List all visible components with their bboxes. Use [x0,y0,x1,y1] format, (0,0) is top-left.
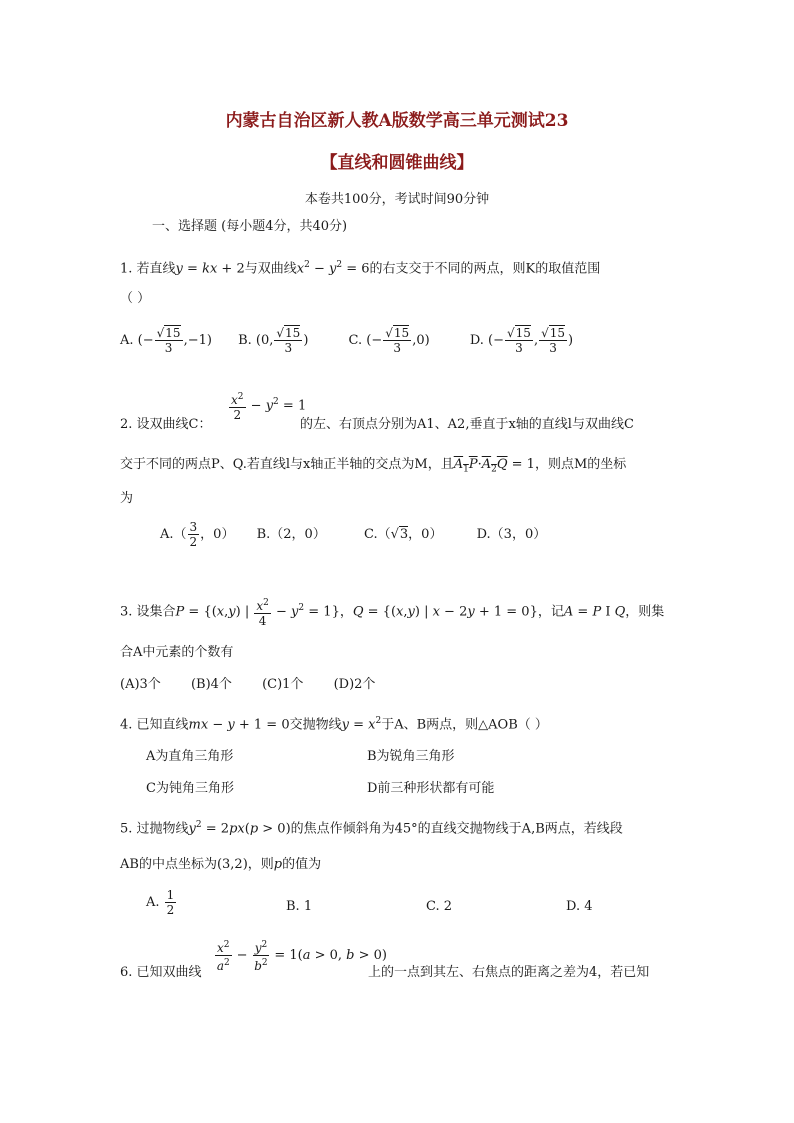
option-c: (C)1个 [262,677,304,692]
option-b: B为锐角三角形 [367,749,455,764]
question-2-options: A.（ $\frac{3}{2}$ ，0） B.（2，0） C.（√3，0） D.（3，0） [160,520,547,549]
option-b: B. [238,333,252,348]
question-1: 1. 若直线y = kx + 2与双曲线$x^2 - y^2 = 6$的右支交于不同的两点，则K的取值范围 [120,260,601,277]
question-2: 2. 设双曲线C： [120,417,212,432]
option-a: A.（ [160,527,187,542]
question-5-option-b: B. 1 [286,899,313,914]
option-c: C为钝角三角形 [146,781,234,796]
question-1-options: A. (− $\frac{√15}{3}$ ,−1) B. (0, $\frac{√15}{3}$ ) C. (− $\frac{√15}{3}$ ,0) D. (− $\frac{√15}{3}$ , $\frac{√15}{3}$ ) [120,326,574,355]
document-subtitle: 【直线和圆锥曲线】 [320,153,474,173]
question-3: 3. 设集合P = {(x,y) | $\frac{x^2}{4}$ − $y^2 = 1$}，Q = {(x,y) | x − 2y + 1 = 0}，记A = P I Q，则集 [120,598,665,628]
option-d: (D)2个 [333,677,376,692]
option-c: C.（√3，0） [363,527,443,542]
question-1-answer-paren: （ ） [120,291,151,306]
option-b: B.（2，0） [256,527,326,542]
section-heading: 一、选择题 (每小题4分，共40分) [152,219,348,234]
question-2-line3: 为 [120,491,134,506]
option-d: D前三种形状都有可能 [367,781,495,796]
question-5-option-a: A. $\frac{1}{2}$ [146,888,175,917]
option-a: (A)3个 [120,677,161,692]
question-5-option-c: C. 2 [426,899,453,914]
question-6: 6. 已知双曲线 [120,965,202,980]
option-a: A. [120,333,134,348]
question-2-line2: 交于不同的两点P、Q.若直线l与x轴正半轴的交点为M，且$A_1P\cdot A_2Q = 1$，则点M的坐标 [120,457,627,475]
document-title: 内蒙古自治区新人教A版数学高三单元测试23 [225,111,569,131]
option-d: D.（3，0） [476,527,547,542]
question-2-cont: 的左、右顶点分别为A1、A2,垂直于x轴的直线l与双曲线C [300,417,634,432]
option-b: (B)4个 [190,677,232,692]
question-2-equation: $\frac{x^2}{2}$ − $y^2 = 1$ [231,392,307,422]
option-a: A为直角三角形 [146,749,234,764]
question-5: 5. 过抛物线$y^2 = 2px(p > 0)$的焦点作倾斜角为45°的直线交抛物线于A,B两点，若线段 [120,820,623,837]
question-6-equation: $\frac{x^2}{a^2}$ − $\frac{y^2}{b^2}$ = 1(a > 0, b > 0) [216,940,387,973]
option-c: C. [348,333,363,348]
question-5-line2: AB的中点坐标为(3,2)，则p的值为 [120,857,322,872]
question-5-option-d: D. 4 [566,899,593,914]
question-3-line2: 合A中元素的个数有 [120,645,234,660]
exam-info: 本卷共100分，考试时间90分钟 [304,192,490,207]
question-3-options [120,676,375,694]
question-4: 4. 已知直线mx − y + 1 = 0交抛物线$y = x^2$于A、B两点，则△AOB（ ） [120,716,548,733]
question-6-cont: 上的一点到其左、右焦点的距离之差为4，若已知 [368,965,650,980]
option-d: D. [469,333,484,348]
